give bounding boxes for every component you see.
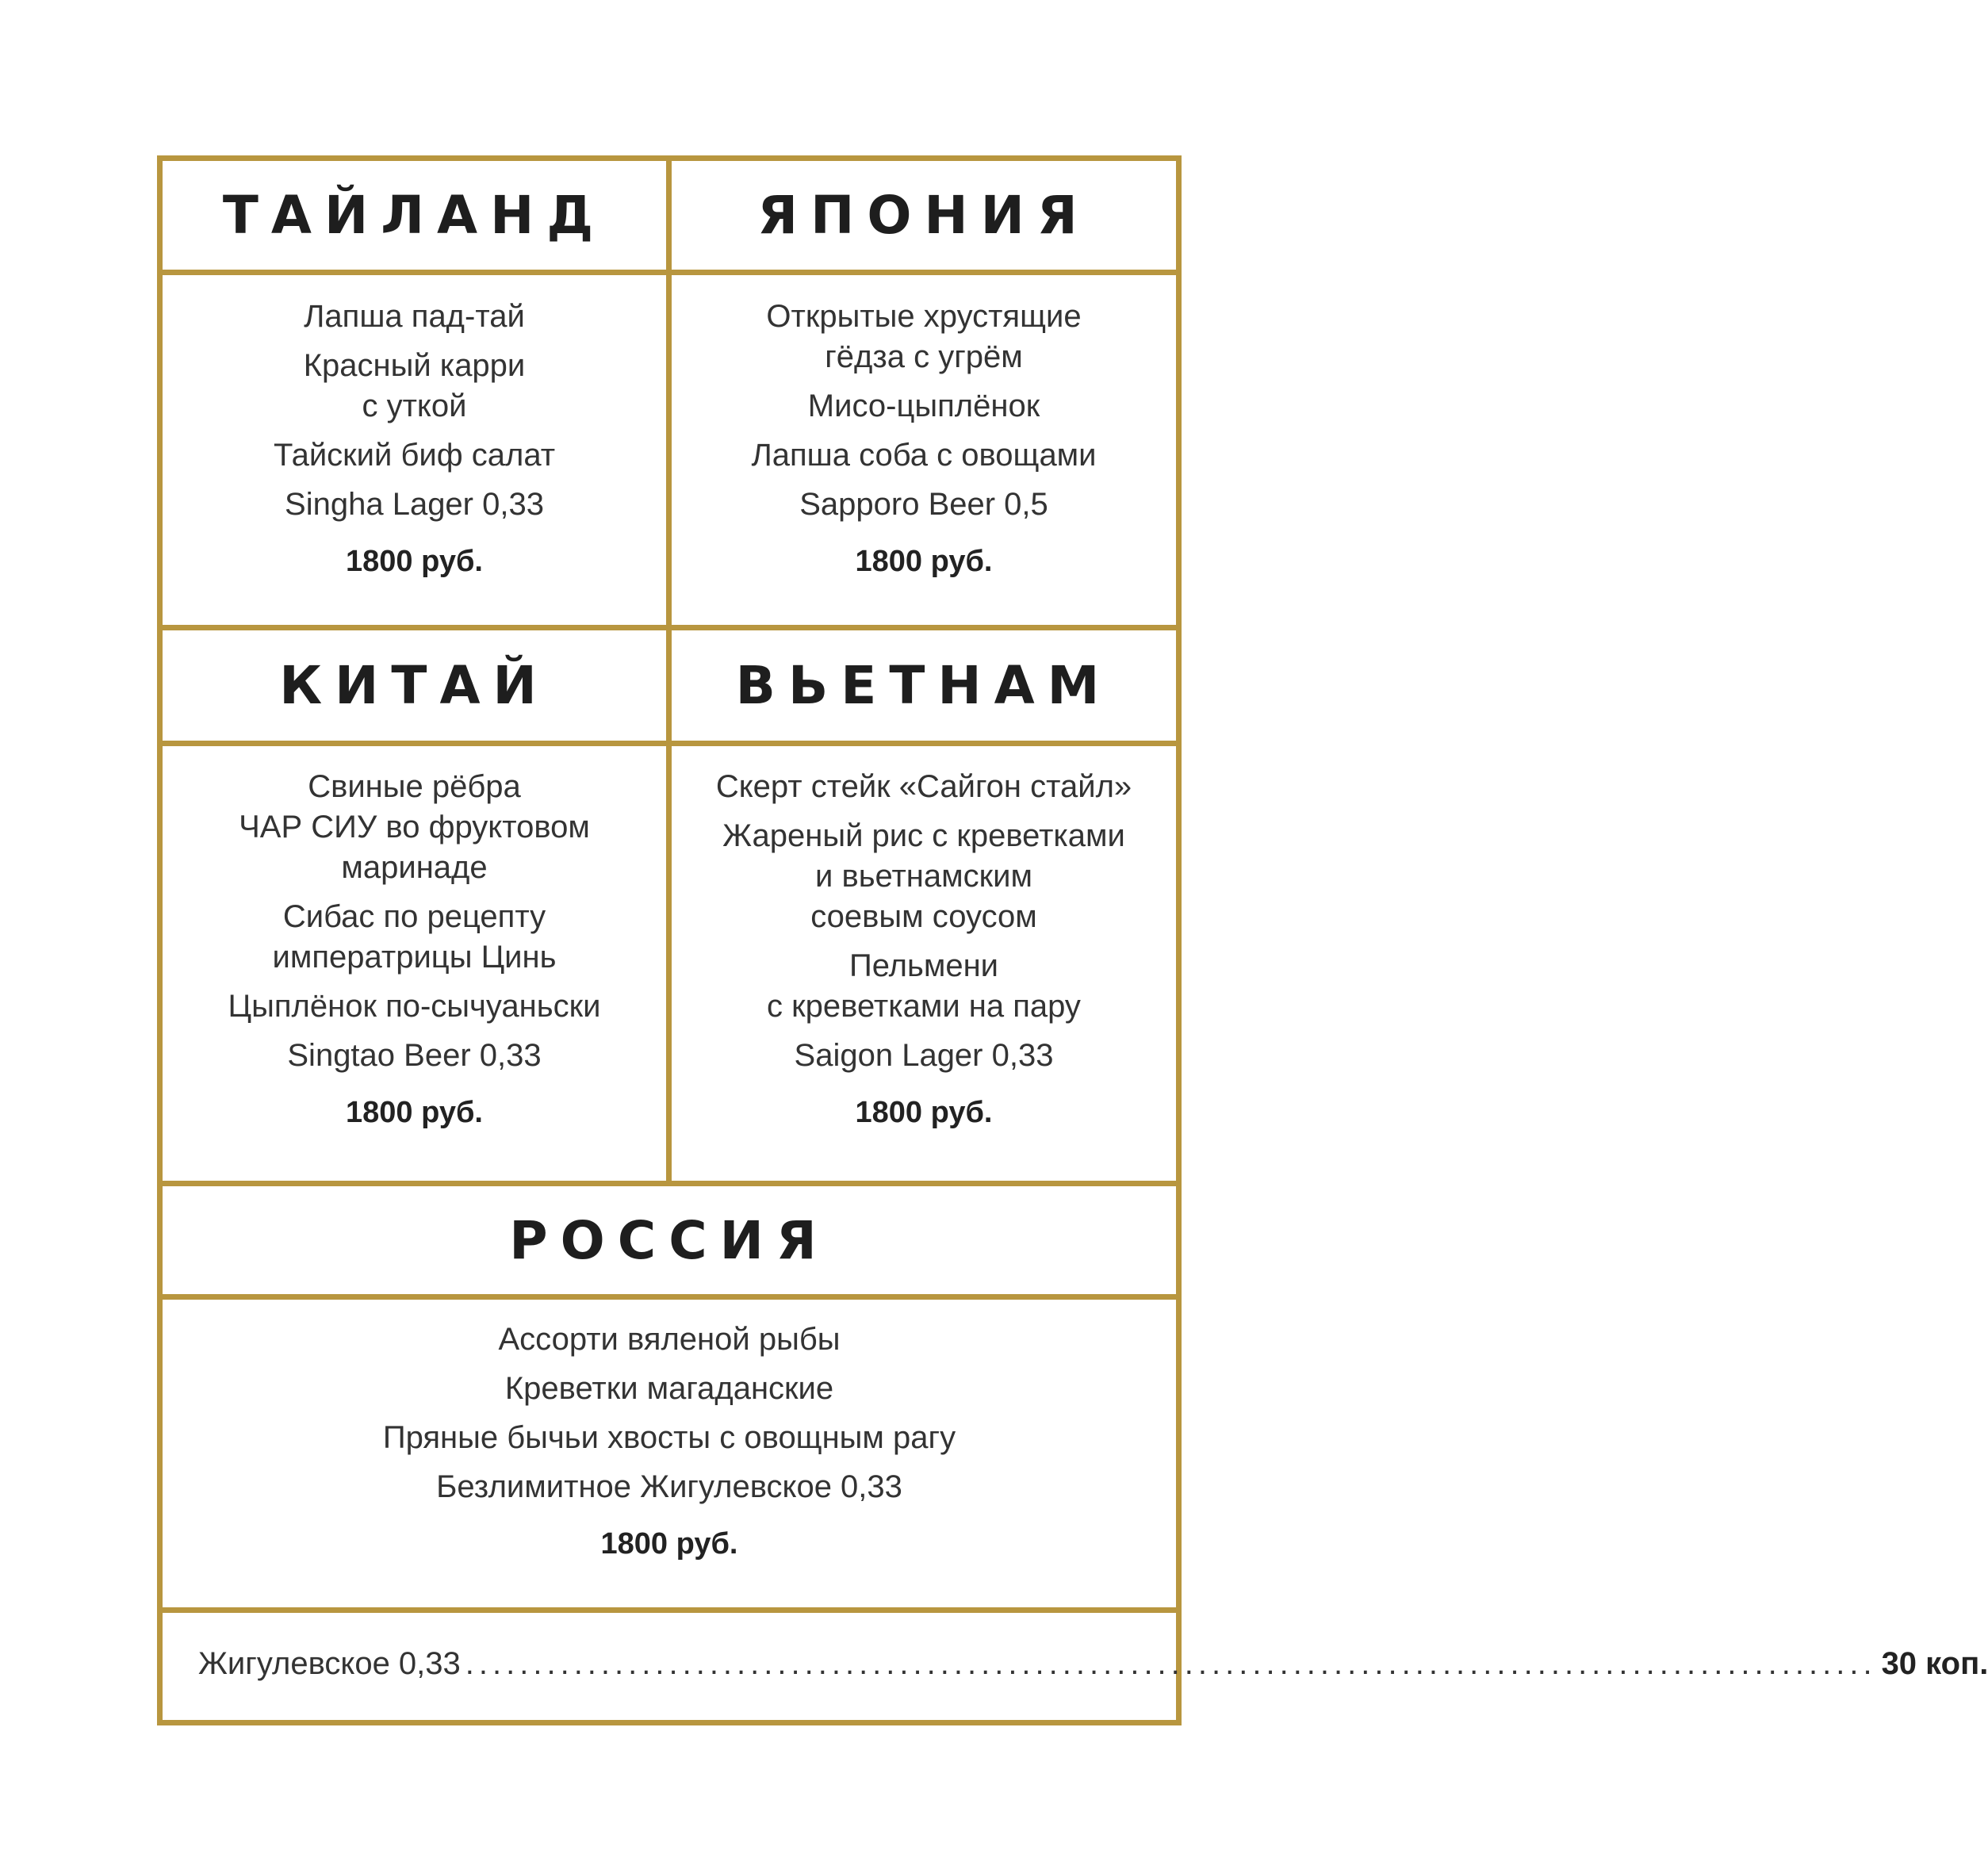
menu-item: Цыплёнок по-сычуаньски [228,989,601,1024]
divider-thailand-japan-header [157,270,1182,275]
section-price: 1800 руб. [855,1096,993,1129]
section-title-china: КИТАЙ [279,655,550,716]
dot-leader: ........................................................................................................ [465,1646,1877,1681]
menu-item: Тайский биф салат [273,438,556,473]
divider-vertical-top [666,155,672,1186]
section-body-thailand [163,297,666,625]
menu-item: Сибас по рецепту императрицы Цинь [272,899,557,975]
section-title-japan: ЯПОНИЯ [757,185,1090,246]
section-price: 1800 руб. [855,545,993,578]
menu-item: Скерт стейк «Сайгон стайл» [715,769,1132,804]
menu-item: Singha Lager 0,33 [285,487,544,522]
divider-row-2 [157,1181,1182,1186]
menu-item: Ассорти вяленой рыбы [498,1322,841,1357]
menu-item: Безлимитное Жигулевское 0,33 [436,1469,902,1504]
menu-item: Лапша пад-тай [304,299,525,334]
footer-item-name: Жигулевское 0,33 [198,1646,461,1681]
menu-item: Мисо-цыплёнок [807,389,1040,423]
divider-row-1 [157,625,1182,630]
menu-item: Пельмени с креветками на пару [767,948,1081,1024]
section-title-russia: РОССИЯ [509,1209,829,1271]
footer-item-price: 30 коп. [1881,1646,1988,1681]
section-body-russia [163,1319,1176,1607]
menu-item: Singtao Beer 0,33 [287,1038,542,1073]
section-title-thailand: ТАЙЛАНД [222,185,607,246]
menu-item: Креветки магаданские [504,1371,834,1406]
divider-china-vietnam-header [157,741,1182,746]
section-price: 1800 руб. [346,545,483,578]
divider-russia-header [157,1294,1182,1300]
menu-item: Красный карри с уткой [303,348,526,423]
menu-item: Открытые хрустящие гёдза с угрём [766,299,1082,374]
section-body-japan [672,297,1176,625]
menu-item: Лапша соба с овощами [751,438,1097,473]
section-price: 1800 руб. [346,1096,483,1129]
section-body-china [163,767,666,1181]
menu-item: Жареный рис с креветками и вьетнамским соевым соусом [722,818,1125,934]
section-body-vietnam [672,767,1176,1181]
menu-item: Свиные рёбра ЧАР СИУ во фруктовом маринаде [239,769,590,885]
footer-price-row [198,1646,1988,1694]
menu-item: Пряные бычьи хвосты с овощным рагу [382,1420,956,1455]
section-title-vietnam: ВЬЕТНАМ [735,655,1113,716]
divider-footer [157,1607,1182,1613]
menu-item: Saigon Lager 0,33 [794,1038,1054,1073]
menu-item: Sapporo Beer 0,5 [799,487,1048,522]
section-price: 1800 руб. [600,1527,738,1561]
